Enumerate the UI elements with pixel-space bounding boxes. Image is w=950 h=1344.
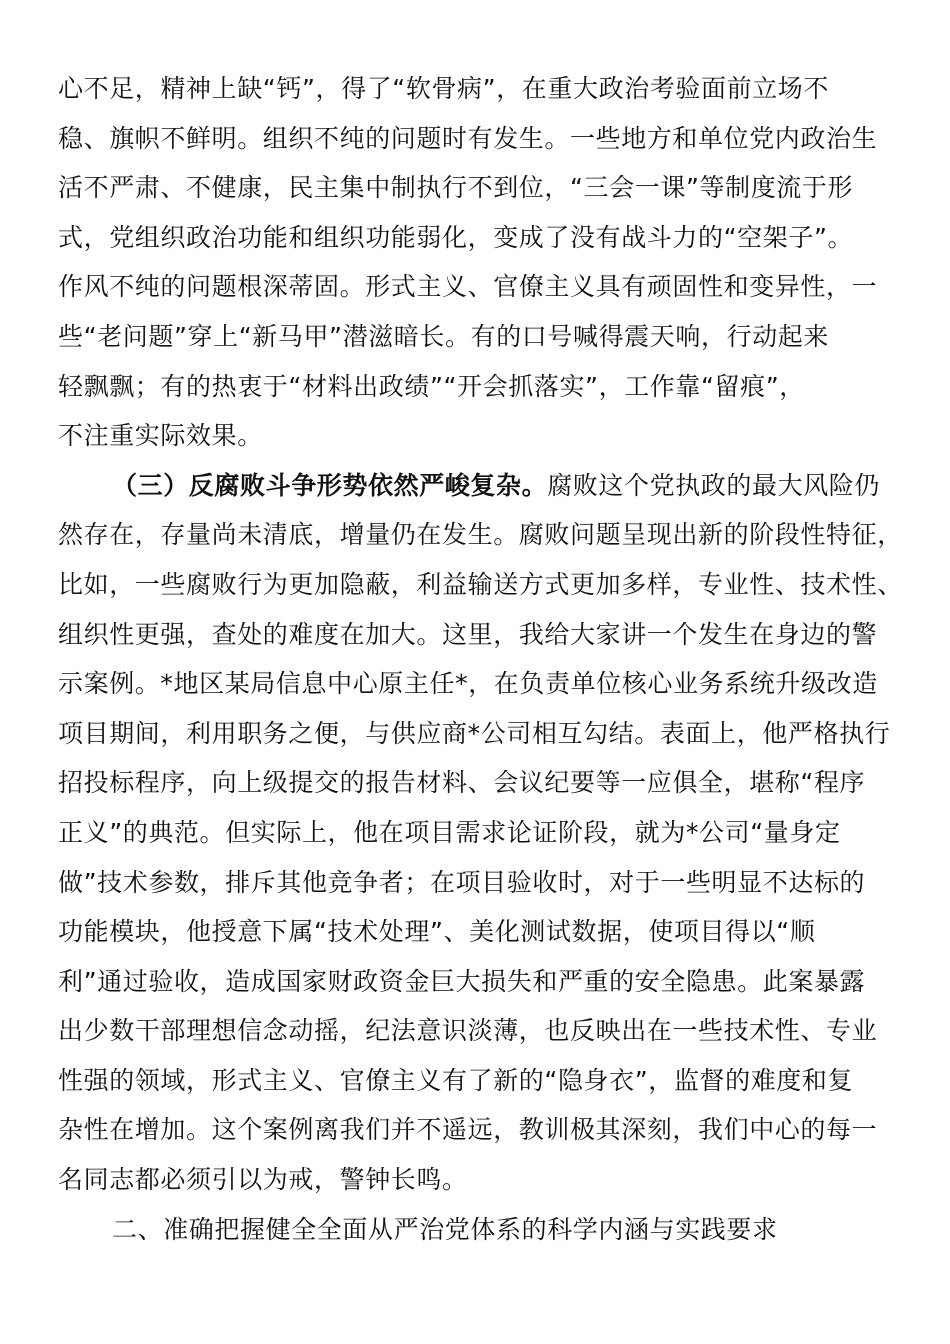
section-3-first-line [58, 461, 896, 511]
text-line: 轻飘飘；有的热衷于“材料出政绩”“开会抓落实”，工作靠“留痕”， [58, 371, 805, 401]
text-line: 杂性在增加。这个案例离我们并不遥远，教训极其深刻，我们中心的每一 [58, 1115, 878, 1145]
text-line: 稳、旗帜不鲜明。组织不纯的问题时有发生。一些地方和单位党内政治生 [58, 123, 878, 153]
text-line: 做”技术参数，排斥其他竞争者；在项目验收时，对于一些明显不达标的 [58, 867, 866, 897]
text-line: 利”通过验收，造成国家财政资金巨大损失和严重的安全隐患。此案暴露 [58, 966, 866, 996]
text-line: 然存在，存量尚未清底，增量仍在发生。腐败问题呈现出新的阶段性特征， [58, 520, 903, 550]
text-line: 示案例。*地区某局信息中心原主任*，在负责单位核心业务系统升级改造 [58, 669, 878, 699]
section-two-heading: 二、准确把握健全全面从严治党体系的科学内涵与实践要求 [112, 1214, 778, 1244]
section-3-first-line-text: 腐败这个党执政的最大风险仍 [547, 470, 881, 500]
text-line: 功能模块，他授意下属“技术处理”、美化测试数据，使项目得以“顺 [58, 917, 816, 947]
text-line: 比如，一些腐败行为更加隐蔽，利益输送方式更加多样，专业性、技术性、 [58, 569, 903, 599]
paragraph-party-purity [58, 64, 896, 461]
text-line: 招投标程序，向上级提交的报告材料、会议纪要等一应俱全，堪称“程序 [58, 768, 866, 798]
document-body [58, 64, 903, 1254]
text-line: 性强的领域，形式主义、官僚主义有了新的“隐身衣”，监督的难度和复 [58, 1065, 854, 1095]
text-line: 正义”的典范。但实际上，他在项目需求论证阶段，就为*公司“量身定 [58, 817, 841, 847]
text-line: 式，党组织政治功能和组织功能弱化，变成了没有战斗力的“空架子”。 [58, 222, 854, 252]
text-line: 项目期间，利用职务之便，与供应商*公司相互勾结。表面上，他严格执行 [58, 718, 891, 748]
text-line: 组织性更强，查处的难度在加大。这里，我给大家讲一个发生在身边的警 [58, 619, 878, 649]
text-line: 作风不纯的问题根深蒂固。形式主义、官僚主义具有顽固性和变异性，一 [58, 272, 878, 302]
paragraph-section-two [58, 1205, 896, 1255]
text-line: 活不严肃、不健康，民主集中制执行不到位，“三会一课”等制度流于形 [58, 173, 854, 203]
text-line: 不注重实际效果。 [58, 421, 263, 451]
paragraph-anti-corruption [58, 461, 903, 1205]
section-3-heading: （三）反腐败斗争形势依然严峻复杂。 [112, 470, 548, 500]
text-line: 出少数干部理想信念动摇，纪法意识淡薄，也反映出在一些技术性、专业 [58, 1016, 878, 1046]
text-line: 名同志都必须引以为戒，警钟长鸣。 [58, 1165, 468, 1195]
text-line: 些“老问题”穿上“新马甲”潜滋暗长。有的口号喊得震天响，行动起来 [58, 321, 830, 351]
text-line: 心不足，精神上缺“钙”，得了“软骨病”，在重大政治考验面前立场不 [58, 74, 830, 103]
